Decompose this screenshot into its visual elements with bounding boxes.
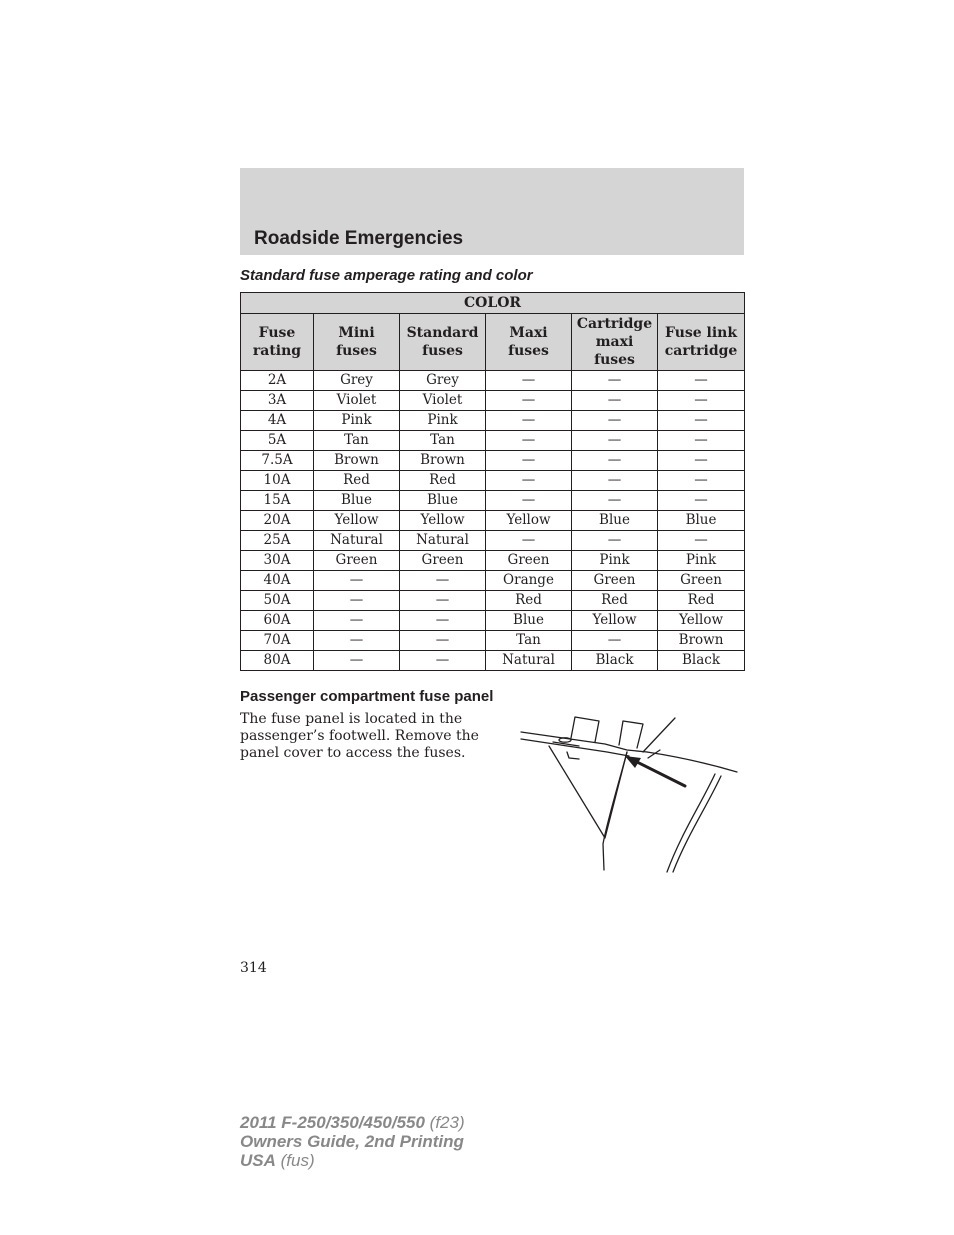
passenger-panel-text: The fuse panel is located in the passenger’s footwell. Remove the panel cover to access the fuses. (240, 711, 479, 761)
column-header-line: Mini (338, 325, 375, 341)
table-row (241, 491, 745, 511)
page-number: 314 (240, 960, 267, 976)
table-row (241, 551, 745, 571)
table-cell: Grey (400, 371, 486, 391)
document-footer (240, 1113, 465, 1170)
table-cell: — (400, 651, 486, 671)
column-header-line: fuses (336, 343, 377, 359)
table-cell: — (658, 431, 745, 451)
column-header-line: Maxi (509, 325, 548, 341)
table-row (241, 611, 745, 631)
table-cell: 7.5A (241, 451, 314, 471)
table-cell: Tan (486, 631, 572, 651)
table-cell: — (486, 491, 572, 511)
table-cell: Green (314, 551, 400, 571)
footer-region-code: (fus) (275, 1151, 315, 1170)
table-cell: Red (572, 591, 658, 611)
table-cell: — (486, 471, 572, 491)
table-cell: — (658, 411, 745, 431)
table-cell: 50A (241, 591, 314, 611)
table-cell: — (572, 631, 658, 651)
table-cell: — (314, 651, 400, 671)
table-cell: 10A (241, 471, 314, 491)
table-cell: — (314, 631, 400, 651)
table-row (241, 411, 745, 431)
table-cell: — (572, 391, 658, 411)
table-cell: Pink (658, 551, 745, 571)
table-row (241, 391, 745, 411)
table-cell: Red (400, 471, 486, 491)
column-header (486, 314, 572, 371)
column-header-line: fuses (594, 352, 635, 368)
table-cell: Black (658, 651, 745, 671)
table-cell: — (486, 531, 572, 551)
table-cell: — (486, 451, 572, 471)
table-cell: Yellow (400, 511, 486, 531)
table-cell: — (572, 431, 658, 451)
table-cell: Yellow (314, 511, 400, 531)
table-cell: 70A (241, 631, 314, 651)
table-cell: Pink (572, 551, 658, 571)
table-cell: Green (486, 551, 572, 571)
table-cell: Yellow (486, 511, 572, 531)
table-cell: Pink (314, 411, 400, 431)
table-cell: — (572, 531, 658, 551)
table-cell: — (572, 411, 658, 431)
table-cell: 2A (241, 371, 314, 391)
table-cell: — (658, 491, 745, 511)
table-row (241, 511, 745, 531)
table-cell: Yellow (658, 611, 745, 631)
table-row (241, 631, 745, 651)
table-cell: 20A (241, 511, 314, 531)
table-cell: Green (572, 571, 658, 591)
column-header (400, 314, 486, 371)
passenger-panel-heading: Passenger compartment fuse panel (240, 688, 494, 705)
column-header (572, 314, 658, 371)
column-header-line: fuses (508, 343, 549, 359)
table-cell: 5A (241, 431, 314, 451)
table-cell: Natural (314, 531, 400, 551)
fuse-color-table (240, 292, 745, 671)
table-cell: Brown (400, 451, 486, 471)
table-cell: 30A (241, 551, 314, 571)
table-cell: — (658, 531, 745, 551)
table-cell: Red (486, 591, 572, 611)
table-cell: Yellow (572, 611, 658, 631)
table-cell: Natural (486, 651, 572, 671)
table-cell: Blue (486, 611, 572, 631)
table-row (241, 651, 745, 671)
column-header-line: Standard (406, 325, 479, 341)
table-cell: — (486, 431, 572, 451)
table-cell: 25A (241, 531, 314, 551)
table-cell: 60A (241, 611, 314, 631)
footer-model: 2011 F-250/350/450/550 (240, 1113, 425, 1132)
table-cell: — (400, 631, 486, 651)
table-cell: Blue (400, 491, 486, 511)
table-cell: — (486, 411, 572, 431)
footer-model-code: (f23) (424, 1113, 465, 1132)
table-cell: 15A (241, 491, 314, 511)
table-row (241, 431, 745, 451)
table-cell: — (572, 491, 658, 511)
table-cell: — (314, 571, 400, 591)
table-row (241, 451, 745, 471)
table-row (241, 591, 745, 611)
table-cell: Orange (486, 571, 572, 591)
table-cell: — (400, 591, 486, 611)
table-cell: — (400, 611, 486, 631)
table-cell: — (572, 371, 658, 391)
column-header (314, 314, 400, 371)
column-header-line: Cartridge (576, 316, 653, 332)
table-cell: Black (572, 651, 658, 671)
table-cell: — (486, 391, 572, 411)
footer-region: USA (240, 1151, 276, 1170)
table-cell: — (486, 371, 572, 391)
table-cell: Tan (400, 431, 486, 451)
column-header-line: Fuse (258, 325, 296, 341)
table-cell: Blue (658, 511, 745, 531)
column-header (658, 314, 745, 371)
table-cell: Violet (400, 391, 486, 411)
table-cell: 80A (241, 651, 314, 671)
table-cell: — (658, 471, 745, 491)
table-cell: — (572, 471, 658, 491)
table-cell: — (400, 571, 486, 591)
fuse-panel-location-illustration (515, 712, 745, 874)
table-cell: — (658, 371, 745, 391)
table-cell: Violet (314, 391, 400, 411)
column-header (241, 314, 314, 371)
table-cell: Green (400, 551, 486, 571)
footer-guide: Owners Guide, 2nd Printing (240, 1132, 464, 1151)
column-header-line: rating (252, 343, 302, 359)
column-header-line: Fuse link (665, 325, 738, 341)
column-header-line: cartridge (664, 343, 738, 359)
table-cell: Red (658, 591, 745, 611)
table-cell: — (658, 451, 745, 471)
column-header-line: maxi (595, 334, 634, 350)
section-title: Roadside Emergencies (254, 228, 464, 249)
table-cell: Brown (314, 451, 400, 471)
table-cell: Red (314, 471, 400, 491)
table-cell: 3A (241, 391, 314, 411)
table-cell: Grey (314, 371, 400, 391)
table-cell: Tan (314, 431, 400, 451)
table-cell: — (314, 591, 400, 611)
table-cell: — (314, 611, 400, 631)
color-group-header: COLOR (241, 293, 745, 314)
table-caption: Standard fuse amperage rating and color (240, 267, 533, 284)
table-cell: Natural (400, 531, 486, 551)
table-cell: — (658, 391, 745, 411)
table-cell: Green (658, 571, 745, 591)
table-row (241, 371, 745, 391)
table-cell: Brown (658, 631, 745, 651)
table-cell: Blue (572, 511, 658, 531)
table-row (241, 471, 745, 491)
table-cell: 40A (241, 571, 314, 591)
table-row (241, 571, 745, 591)
table-cell: 4A (241, 411, 314, 431)
table-row (241, 531, 745, 551)
table-cell: Pink (400, 411, 486, 431)
table-cell: — (572, 451, 658, 471)
column-header-line: fuses (422, 343, 463, 359)
table-cell: Blue (314, 491, 400, 511)
